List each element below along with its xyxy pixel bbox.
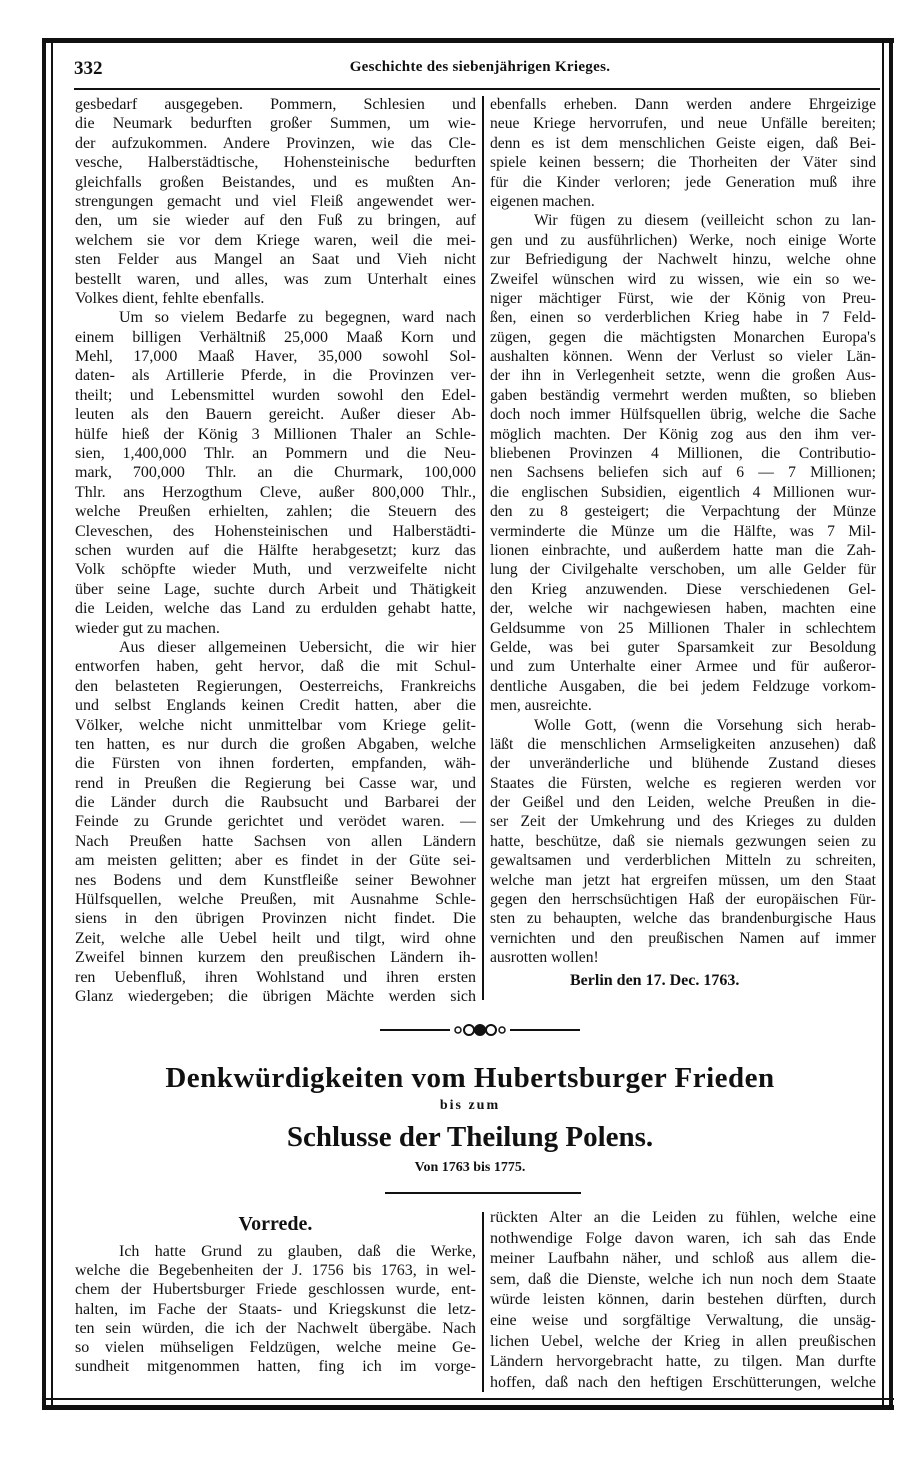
text-line: gen und zu ausführlichen) Werke, noch einige Worte xyxy=(490,231,876,249)
page-number: 332 xyxy=(74,58,103,79)
text-line: entworfen haben, geht hervor, daß die mit Schul- xyxy=(75,658,476,676)
section-subtitle: Von 1763 bis 1775. xyxy=(414,1160,526,1175)
text-line: läßt die menschlichen Armseligkeiten anzusehen) daß xyxy=(490,735,876,753)
running-title: Geschichte des siebenjährigen Krieges. xyxy=(349,59,611,75)
text-line: den, um sie wieder auf den Fuß zu bringen, auf xyxy=(75,212,476,230)
section-title-line2: Schlusse der Theilung Polens. xyxy=(286,1121,654,1153)
text-line: schen wurden auf die Hälfte herabgesetzt; kurz das xyxy=(75,541,476,559)
text-line: die Fürsten von ihnen forderten, empfanden, wäh- xyxy=(75,755,476,773)
text-line: lichen Uebel, welche der Krieg in allen preußischen xyxy=(490,1332,876,1350)
text-line: und zum Unterhalte einer Armee und für außeror- xyxy=(490,658,876,676)
text-line: ten sein würden, die ich der Nachwelt übergäbe. Nach xyxy=(75,1319,476,1337)
text-line: gesbedarf ausgegeben. Pommern, Schlesien und xyxy=(75,96,476,113)
text-line: die englischen Subsidien, eigentlich 4 Millionen wur- xyxy=(490,483,876,501)
left-border-inner xyxy=(51,38,53,1410)
text-line: Glanz wiedergeben; die übrigen Mächte werden sich xyxy=(75,987,476,1005)
text-line: Thlr. ans Herzogthum Cleve, außer 800,000 Thlr., xyxy=(75,483,476,501)
signature-dateline: Berlin den 17. Dec. 1763. xyxy=(570,971,740,989)
text-line: spiele keinen bessern; die Thorheiten der Väter sind xyxy=(490,154,876,172)
text-line: möglich machten. Der König zog aus den ihm ver- xyxy=(490,425,876,443)
section-rule xyxy=(385,1192,581,1194)
right-border-outer xyxy=(889,38,893,1410)
text-line: ser Zeit der Umkehrung und des Krieges zu dulden xyxy=(490,813,876,831)
text-line: zur Befriedigung der Nachwelt hinzu, welche ohne xyxy=(490,251,876,269)
text-line: gleichfalls großen Beistandes, und es mußten An- xyxy=(75,173,476,191)
text-line: die Länder durch die Raubsucht und Barbarei der xyxy=(75,794,476,812)
left-border-outer xyxy=(42,38,46,1410)
section-title-line1: Denkwürdigkeiten vom Hubertsburger Frieden xyxy=(165,1062,775,1094)
text-line: Wir fügen zu diesem (veilleicht schon zu lan- xyxy=(534,212,876,230)
text-line: Geldsumme von 25 Millionen Thaler in schlechtem xyxy=(490,619,876,637)
ornament-divider xyxy=(380,1020,580,1040)
text-line: welche Preußen erhielten, zahlen; die Steuern des xyxy=(75,503,476,521)
text-line: rend in Preußen die Regierung bei Casse war, und xyxy=(75,774,476,792)
text-line: bestellt waren, und alles, was zum Unterhalt eines xyxy=(75,270,476,288)
text-line: ebenfalls erheben. Dann werden andere Ehrgeizige xyxy=(490,96,876,113)
text-line: sten Felder aus Mangel an Saat und Vieh nicht xyxy=(75,251,476,269)
text-line: neue Kriege hervorrufen, und neue Unfälle bereiten; xyxy=(490,115,876,133)
text-line: aushalten können. Wenn der Verlust so vieler Län- xyxy=(490,348,876,366)
text-line: welchem sie vor dem Kriege waren, weil die mei- xyxy=(75,231,476,249)
text-line: siens in den übrigen Provinzen nicht findet. Die xyxy=(75,910,476,928)
text-line: hülfe hieß der König 3 Millionen Thaler an Schle- xyxy=(75,425,476,443)
text-line: denn es ist dem menschlichen Geiste eigen, daß Bei- xyxy=(490,134,876,152)
text-line: doch noch immer Hülfsquellen übrig, welche die Sache xyxy=(490,406,876,424)
bottom-border-inner xyxy=(42,1398,894,1400)
text-line: Gelde, was bei guter Sparsamkeit zur Besoldung xyxy=(490,638,876,656)
preface-heading: Vorrede. xyxy=(238,1213,313,1235)
text-line: sien, 1,400,000 Thlr. an Pommern und die Neu- xyxy=(75,445,476,463)
text-line: Feinde zu Grunde gerichtet und verödet waren. — xyxy=(75,813,476,831)
text-line: ten hatten, es nur durch die großen Abgaben, welche xyxy=(75,735,476,753)
text-line: zügen, gegen die mächtigsten Monarchen Europa's xyxy=(490,328,876,346)
section-title-connector: bis zum xyxy=(439,1098,501,1113)
text-line: der ihn in Verlegenheit setzte, wenn die großen Aus- xyxy=(490,367,876,385)
text-line: vernichten und den preußischen Namen auf immer xyxy=(490,929,876,947)
header-rule xyxy=(74,88,880,90)
text-line: nen Sachsens beliefen sich auf 6 — 7 Millionen; xyxy=(490,464,876,482)
text-line: eine weise und sorgfältige Verwaltung, die unsäg- xyxy=(490,1311,876,1329)
text-line: Staates die Fürsten, welche es regieren werden vor xyxy=(490,774,876,792)
text-line: nes Bodens und dem Kunstfleiße seiner Bewohner xyxy=(75,871,476,889)
text-line: Zeit, welche alle Uebel heilt und tilgt, wird ohne xyxy=(75,929,476,947)
text-line: men, ausreichte. xyxy=(490,697,592,715)
text-line: Ich hatte Grund zu glauben, daß die Werke, xyxy=(119,1243,476,1260)
text-line: Volkes dient, fehlte ebenfalls. xyxy=(75,289,265,307)
text-line: einem billigen Verhältniß 25,000 Maaß Korn und xyxy=(75,328,476,346)
left-column xyxy=(75,95,476,1006)
right-border-inner xyxy=(882,38,884,1410)
text-line: Zweifel wünschen wird zu wissen, wie ein so we- xyxy=(490,270,876,288)
text-line: so vielen mühseligen Feldzügen, welche meine Ge- xyxy=(75,1338,476,1356)
text-line: der Geißel und den Leiden, welche Preußen in die- xyxy=(490,794,876,812)
text-line: lionen einbrachte, und außerdem hatte man die Zah- xyxy=(490,541,876,559)
text-line: über seine Lage, suchte durch Arbeit und Thätigkeit xyxy=(75,580,476,598)
text-line: daten- als Artillerie Pferde, in die Provinzen ver- xyxy=(75,367,476,385)
text-line: den Krieg anzuwenden. Diese verschiedenen Gel- xyxy=(490,580,876,598)
text-line: sem, daß die Dienste, welche ich nun noch dem Staate xyxy=(490,1270,876,1288)
text-line: den zu 8 gesteigert; die Verpachtung der Münze xyxy=(490,503,876,521)
text-line: und selbst Englands keinen Credit hatten, aber die xyxy=(75,697,476,715)
text-line: wieder gut zu machen. xyxy=(75,619,220,637)
text-line: Cleveschen, des Hohensteinischen und Halberstädti- xyxy=(75,522,476,540)
text-line: würde leisten können, darin bestehen dürften, durch xyxy=(490,1291,876,1309)
text-line: der aufzukommen. Andere Provinzen, wie das Cle- xyxy=(75,134,476,152)
bottom-border-outer xyxy=(42,1405,894,1410)
text-line: die Leiden, welche das Land zu erdulden gehabt hatte, xyxy=(75,600,476,618)
text-line: die Neumark bedurften großer Summen, um wie- xyxy=(75,115,476,133)
text-line: ausrotten wollen! xyxy=(490,949,599,967)
text-line: meiner Laufbahn näher, und schloß aus allem die- xyxy=(490,1250,876,1268)
text-line: den belasteten Regierungen, Oesterreichs, Frankreichs xyxy=(75,677,476,695)
text-line: gaben beständig vermehrt werden mußten, so blieben xyxy=(490,386,876,404)
column-divider xyxy=(482,96,484,1000)
text-line: lung der Civilgehalte verschoben, um alle Gelder für xyxy=(490,561,876,579)
text-line: eigenen machen. xyxy=(490,192,595,210)
text-line: mark, 700,000 Thlr. an die Churmark, 100,000 xyxy=(75,464,476,482)
text-line: welche die Begebenheiten der J. 1756 bis 1763, in wel- xyxy=(75,1262,476,1280)
text-line: nothwendige Folge davon waren, ich sah das Ende xyxy=(490,1229,876,1247)
preface-right-column xyxy=(490,1208,876,1393)
top-border xyxy=(42,38,894,43)
preface-column-divider xyxy=(482,1212,484,1392)
text-line: strengungen gemacht und viel Fleiß angewendet wer- xyxy=(75,192,476,210)
text-line: Hülfsquellen, welche Preußen, mit Ausnahme Schle- xyxy=(75,891,476,909)
text-line: Völker, welche nicht unmittelbar vom Kriege gelit- xyxy=(75,716,476,734)
text-line: Zweifel binnen kurzem den preußischen Ländern ih- xyxy=(75,949,476,967)
text-line: bliebenen Provinzen 4 Millionen, die Contributio- xyxy=(490,445,876,463)
text-line: welche man jetzt hat ergreifen müssen, um den Staat xyxy=(490,871,876,889)
text-line: für die Kinder verloren; jede Generation muß ihre xyxy=(490,173,876,191)
text-line: sten zu behaupten, welche das brandenburgische Haus xyxy=(490,910,876,928)
text-line: theilt; und Lebensmittel wurden sowohl den Edel- xyxy=(75,386,476,404)
text-line: vesche, Halberstädtische, Hohensteinische bedurften xyxy=(75,154,476,172)
text-line: hatte, beschütze, daß sie niemals gezwungen seien zu xyxy=(490,832,876,850)
text-line: Mehl, 17,000 Maaß Haver, 35,000 sowohl Sol- xyxy=(75,348,476,366)
right-column xyxy=(490,95,876,990)
text-line: Ländern hervorgebracht hatte, zu tilgen. Man durfte xyxy=(490,1353,876,1371)
text-line: der unveränderliche und blühende Zustand dieses xyxy=(490,755,876,773)
text-line: gewaltsamen und verderblichen Mitteln zu schreiten, xyxy=(490,852,876,870)
text-line: Nach Preußen hatte Sachsen von allen Ländern xyxy=(75,832,476,850)
preface-left-column xyxy=(75,1242,476,1376)
text-line: leuten als den Bauern gereicht. Außer dieser Ab- xyxy=(75,406,476,424)
text-line: sundheit mitgenommen hatten, fing ich im vorge- xyxy=(75,1358,476,1376)
text-line: gegen den herrschsüchtigen Haß der europäischen Für- xyxy=(490,891,876,909)
text-line: ßen, einen so verderblichen Krieg habe in 7 Feld- xyxy=(490,309,876,327)
text-line: rückten Alter an die Leiden zu fühlen, welche eine xyxy=(490,1209,876,1226)
text-line: Um so vielem Bedarfe zu begegnen, ward nach xyxy=(119,309,476,327)
text-line: der, welche wir nachgewiesen haben, machten eine xyxy=(490,600,876,618)
text-line: am meisten gelitten; aber es findet in der Güte sei- xyxy=(75,852,476,870)
text-line: ren Uebenfluß, ihren Wohlstand und ihren ersten xyxy=(75,968,476,986)
text-line: halten, im Fache der Staats- und Kriegskunst die letz- xyxy=(75,1300,476,1318)
text-line: niger mächtiger Fürst, wie der König von Preu- xyxy=(490,289,876,307)
text-line: Aus dieser allgemeinen Uebersicht, die wir hier xyxy=(119,638,476,656)
text-line: verminderte die Münze um die Hälfte, was 7 Mil- xyxy=(490,522,876,540)
text-line: hoffen, daß nach den heftigen Erschütterungen, welche xyxy=(490,1373,876,1391)
text-line: Wolle Gott, (wenn die Vorsehung sich herab- xyxy=(534,716,876,734)
text-line: Volk schöpfte wieder Muth, und verzweifelte nicht xyxy=(75,561,476,579)
text-line: chem der Hubertsburger Friede geschlossen wurde, ent- xyxy=(75,1281,476,1299)
text-line: dentliche Ausgaben, die bei jedem Feldzuge vorkom- xyxy=(490,677,876,695)
